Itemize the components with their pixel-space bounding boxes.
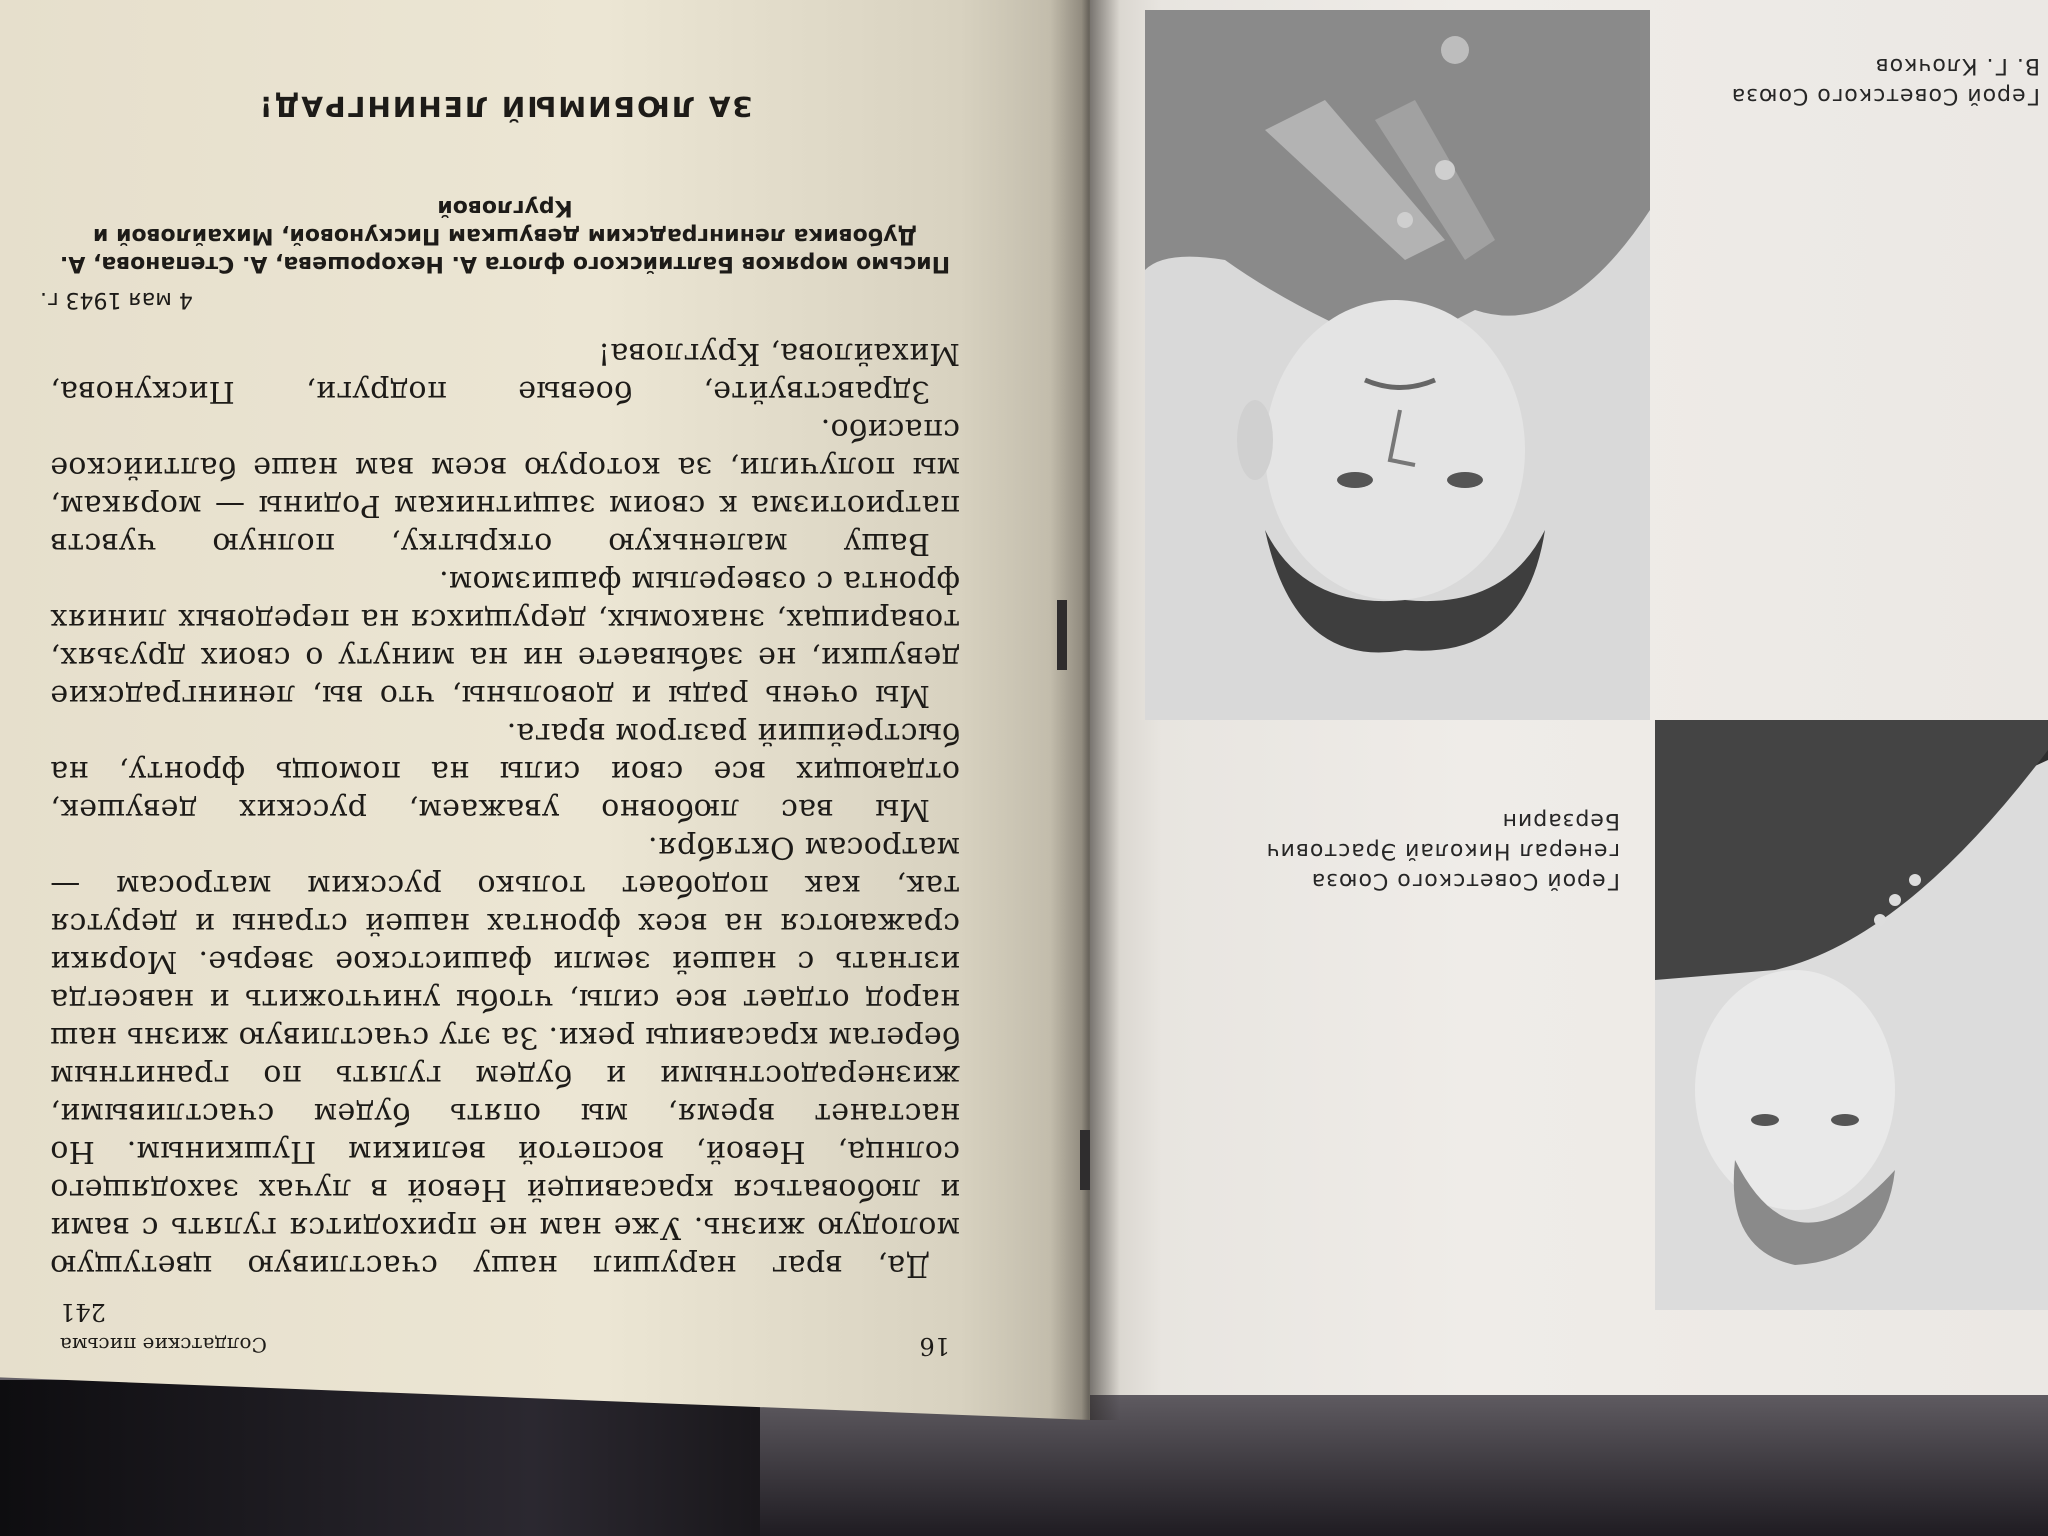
paragraph: Да, враг нарушил нашу счастливую цветущую молодую жизнь. Уже нам не приходится гулять с вами и любоваться красавицей Невой в лучах заходящего солнца, Невой, воспетой великим Пушкиным. Но настанет время, мы опять будем счастливыми, жизнерадостными и будем гулять по гранитным берегам красавицы реки. За эту счастливую жизнь наш народ отдает все силы, чтобы уничтожить и навсегда изгнать с нашей земли фашистское зверье. Моряки сражаются на всех фронтах нашей страны и дерутся так, как подобает только русским матросам — матросам Октября. <box>50 830 960 1283</box>
page-marker: 16 <box>919 1332 950 1360</box>
paragraph: Мы вас любовно уважаем, русских девушек, отдающих все свои силы на помощь фронту, на быстрейший разгром врага. <box>50 716 960 827</box>
paragraph: Вашу маленькую открытку, полную чувств патриотизма к своим защитникам Родины — морякам, мы получили, за которую всем вам наше балтийское спасибо. <box>50 412 960 561</box>
portrait-image <box>1655 720 2048 1310</box>
portrait-photo-berzarin <box>1145 10 1650 720</box>
binding-thread <box>1080 1130 1090 1190</box>
binding-thread <box>1057 600 1067 670</box>
paragraph: Здравствуйте, боевые подруги, Пискунова, Михайлова, Круглова! <box>50 336 960 409</box>
chapter-title: ЗА ЛЮБИМЫЙ ЛЕНИНГРАД! <box>257 90 753 123</box>
photo-caption-berzarin: Герой Советского Союза генерал Николай Эрастович Берзарин <box>1265 808 1620 893</box>
letter-body <box>40 334 970 1284</box>
portrait-photo-klochkov <box>1655 720 2048 1310</box>
left-page-text <box>40 90 970 1360</box>
portrait-image <box>1145 10 1650 720</box>
letter-date: 4 мая 1943 г. <box>40 287 193 312</box>
paragraph: Мы очень рады и довольны, что вы, ленинградские девушки, не забываете ни на минуту о своих друзьях, товарищах, знакомых, дерущихся на передовых линиях фронта с озверелым фашизмом. <box>50 564 960 713</box>
book-gutter <box>1050 0 1120 1420</box>
running-head <box>40 1332 970 1360</box>
letter-caption: Письмо моряков Балтийского флота А. Нехорошева, А. Степанова, А. Дубовика ленинградским девушкам Пискуновой, Михайловой и Кругловой <box>59 195 951 276</box>
running-head-title: Солдатские письма <box>60 1333 267 1357</box>
page-number: 241 <box>60 1298 106 1326</box>
book-cover-edge <box>0 1380 760 1536</box>
photo-caption-klochkov: Герой Советского Союза В. Г. Клочков <box>1730 53 2040 108</box>
